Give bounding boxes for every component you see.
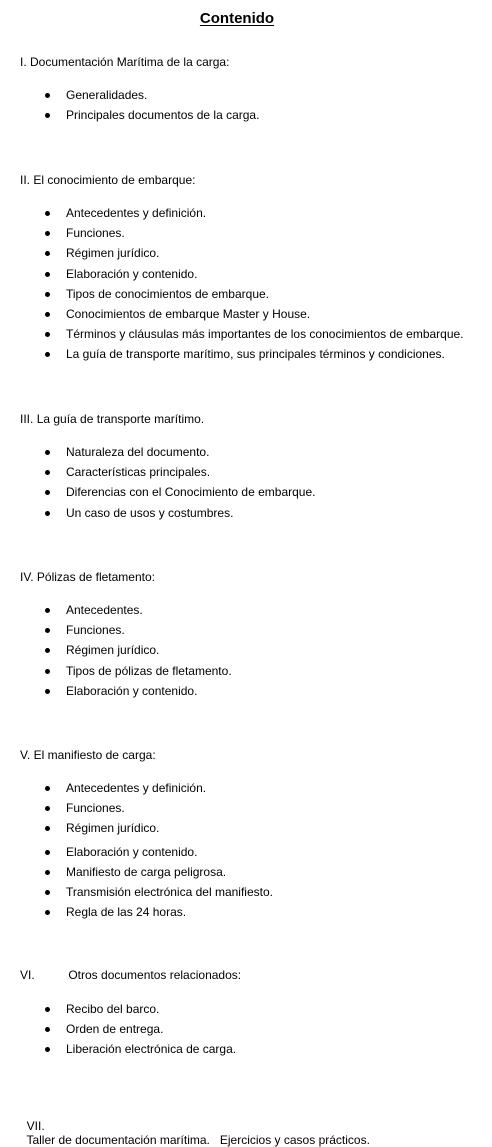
list-item	[0, 620, 232, 640]
bullet-icon	[45, 608, 50, 613]
list-item-text: Antecedentes y definición.	[66, 781, 207, 795]
list-item	[0, 862, 273, 882]
bullet-icon	[45, 450, 50, 455]
list-item	[0, 640, 232, 660]
section-heading-4	[20, 570, 155, 584]
list-item-text: Orden de entrega.	[66, 1022, 164, 1037]
list-item-text: Régimen jurídico.	[66, 821, 160, 836]
section-title: El manifiesto de carga:	[33, 748, 156, 762]
section-number: VI.	[20, 968, 35, 982]
bullet-icon	[45, 511, 50, 516]
section-title: Taller de documentación marítima. Ejercicios y casos prácticos.	[26, 1133, 370, 1147]
list-item	[0, 503, 315, 523]
document-title: Contenido	[199, 10, 275, 27]
list-item-text: Naturaleza del documento.	[66, 445, 210, 459]
bullet-icon	[45, 689, 50, 694]
bullet-icon	[45, 93, 50, 98]
list-item-text: Diferencias con el Conocimiento de embarque.	[66, 485, 316, 500]
list-item	[0, 462, 315, 482]
list-item-text: Un caso de usos y costumbres.	[66, 505, 234, 520]
list-item-text: Régimen jurídico.	[66, 643, 160, 658]
list-item-text: Generalidades.	[66, 88, 148, 102]
bullet-icon	[45, 628, 50, 633]
list-item-text: La guía de transporte marítimo, sus principales términos y condiciones.	[66, 347, 445, 362]
section-title: Otros documentos relacionados:	[68, 968, 242, 982]
bullet-icon	[45, 251, 50, 256]
section-title: El conocimiento de embarque:	[33, 173, 196, 187]
section-number: I.	[20, 55, 27, 69]
section-1-list	[0, 85, 259, 125]
bullet-icon	[45, 826, 50, 831]
list-item	[0, 778, 273, 798]
section-heading-2	[20, 173, 195, 187]
list-item-text: Elaboración y contenido.	[66, 683, 198, 698]
list-item	[0, 304, 464, 324]
list-item	[0, 839, 273, 862]
bullet-icon	[45, 786, 50, 791]
section-number: V.	[20, 748, 31, 762]
list-item	[0, 324, 464, 344]
list-item-text: Principales documentos de la carga.	[66, 108, 260, 123]
section-heading-1	[20, 55, 229, 69]
list-item	[0, 264, 464, 284]
section-4-list	[0, 600, 232, 701]
bullet-icon	[45, 1047, 50, 1052]
section-heading-6	[20, 968, 241, 982]
list-item	[0, 999, 236, 1019]
list-item	[0, 818, 273, 838]
list-item	[0, 223, 464, 243]
list-item-text: Transmisión electrónica del manifiesto.	[66, 884, 273, 899]
bullet-icon	[45, 890, 50, 895]
list-item-text: Regla de las 24 horas.	[66, 904, 187, 919]
list-item-text: Liberación electrónica de carga.	[66, 1042, 237, 1057]
bullet-icon	[45, 292, 50, 297]
bullet-icon	[45, 850, 50, 855]
list-item	[0, 661, 232, 681]
bullet-icon	[45, 870, 50, 875]
section-title: Pólizas de fletamento:	[36, 570, 155, 584]
list-item	[0, 203, 464, 223]
list-item-text: Funciones.	[66, 226, 125, 241]
section-heading-3	[20, 412, 204, 426]
bullet-icon	[45, 211, 50, 216]
section-2-list	[0, 203, 464, 365]
bullet-icon	[45, 470, 50, 475]
section-heading-7	[20, 1105, 370, 1147]
section-3-list	[0, 442, 315, 523]
bullet-icon	[45, 352, 50, 357]
bullet-icon	[45, 113, 50, 118]
list-item	[0, 243, 464, 263]
list-item	[0, 85, 259, 105]
list-item	[0, 1019, 236, 1039]
bullet-icon	[45, 490, 50, 495]
section-title: La guía de transporte marítimo.	[36, 412, 205, 426]
bullet-icon	[45, 669, 50, 674]
bullet-icon	[45, 648, 50, 653]
list-item	[0, 105, 259, 125]
list-item-text: Términos y cláusulas más importantes de los conocimientos de embarque.	[66, 327, 464, 342]
list-item	[0, 902, 273, 922]
list-item-text: Características principales.	[66, 465, 211, 480]
section-heading-5	[20, 748, 156, 762]
list-item-text: Tipos de pólizas de fletamento.	[66, 663, 232, 678]
list-item-text: Conocimientos de embarque Master y House.	[66, 306, 311, 321]
section-6-list	[0, 999, 236, 1060]
list-item	[0, 798, 273, 818]
list-item	[0, 600, 232, 620]
list-item-text: Antecedentes y definición.	[66, 206, 207, 220]
list-item-text: Recibo del barco.	[66, 1002, 160, 1016]
bullet-icon	[45, 806, 50, 811]
bullet-icon	[45, 312, 50, 317]
list-item	[0, 284, 464, 304]
list-item-text: Funciones.	[66, 623, 125, 638]
section-title: Documentación Marítima de la carga:	[30, 55, 230, 69]
list-item	[0, 681, 232, 701]
list-item	[0, 482, 315, 502]
section-5-list	[0, 778, 273, 922]
list-item	[0, 344, 464, 364]
list-item-text: Elaboración y contenido.	[66, 844, 198, 859]
section-number: III.	[20, 412, 34, 426]
section-number: II.	[20, 173, 31, 187]
list-item-text: Manifiesto de carga peligrosa.	[66, 864, 227, 879]
list-item-text: Régimen jurídico.	[66, 246, 160, 261]
list-item	[0, 442, 315, 462]
section-number: IV.	[20, 570, 34, 584]
list-item-text: Elaboración y contenido.	[66, 266, 198, 281]
bullet-icon	[45, 1007, 50, 1012]
list-item-text: Antecedentes.	[66, 603, 143, 617]
list-item	[0, 1039, 236, 1059]
bullet-icon	[45, 332, 50, 337]
bullet-icon	[45, 272, 50, 277]
bullet-icon	[45, 910, 50, 915]
list-item	[0, 882, 273, 902]
list-item-text: Tipos de conocimientos de embarque.	[66, 286, 270, 301]
list-item-text: Funciones.	[66, 801, 125, 816]
bullet-icon	[45, 1027, 50, 1032]
section-number: VII.	[26, 1119, 45, 1133]
bullet-icon	[45, 231, 50, 236]
